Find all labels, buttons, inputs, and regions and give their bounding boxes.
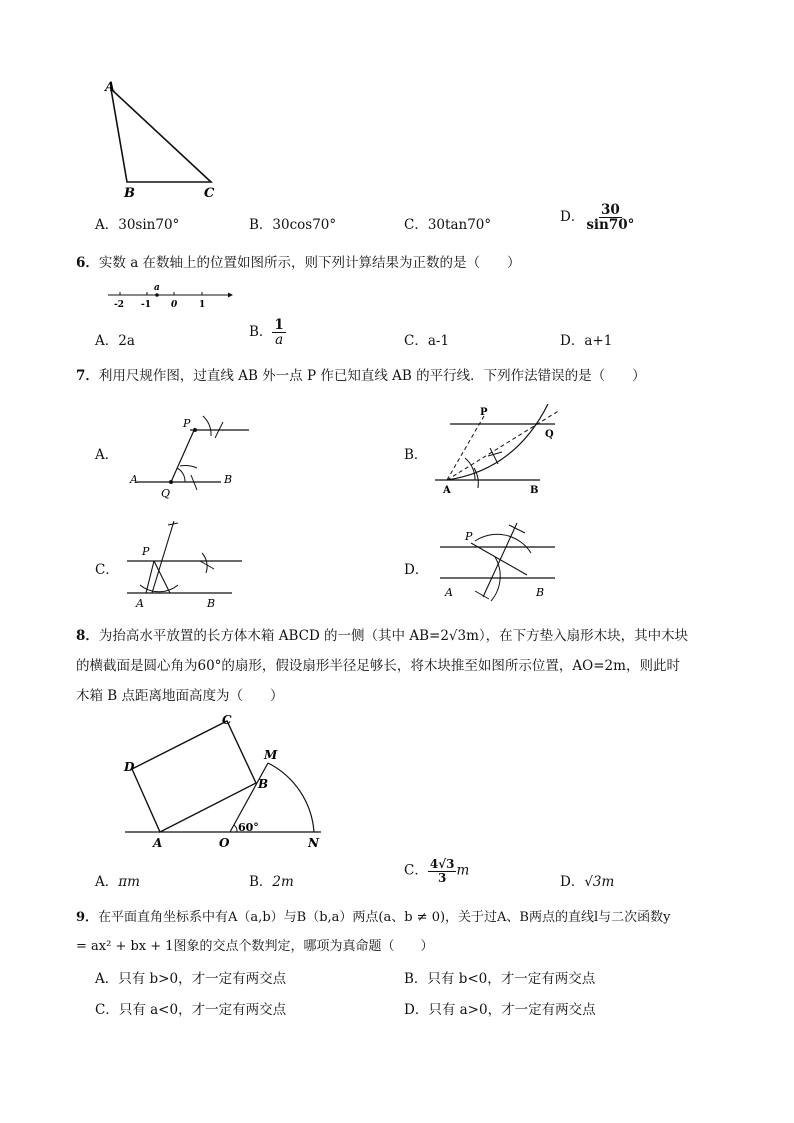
label-c: C (222, 713, 232, 727)
option-text: 2a (118, 333, 135, 349)
q8-option-b[interactable] (249, 870, 294, 890)
question-text: 为抬高水平放置的长方体木箱 ABCD 的一侧（其中 AB=2√3m），在下方垫入扇形木块，其中木块 (98, 628, 689, 644)
label-p: P (183, 417, 191, 430)
option-text: a+1 (584, 333, 613, 349)
axis-tick-label: 0 (171, 300, 178, 310)
label-a: A (136, 597, 144, 610)
option-text: 30tan70° (427, 217, 492, 233)
label-a: A (443, 485, 451, 496)
axis-tick-label: -2 (114, 300, 124, 310)
label-a: A (153, 836, 163, 850)
option-letter: B． (249, 217, 273, 233)
q5-option-a[interactable] (95, 213, 179, 233)
q9-option-d[interactable]: D．只有 a>0，才一定有两交点 (404, 1002, 596, 1018)
q5-label-b: B (124, 186, 135, 201)
q9-stem-line1 (76, 906, 671, 925)
q9-stem-line2: = ax² + bx + 1图象的交点个数判定，哪项为真命题（ ） (76, 939, 434, 954)
label-p: P (465, 530, 473, 543)
label-q: Q (545, 429, 554, 440)
option-fraction: $\frac{30}{\sin 70^\circ}$ (586, 202, 635, 234)
q9-option-a[interactable]: A．只有 b>0，才一定有两交点 (95, 971, 287, 987)
label-b: B (536, 586, 545, 599)
q7-option-c[interactable]: C． (95, 562, 119, 578)
option-text: 2m (272, 874, 294, 890)
option-unit: m (456, 862, 470, 879)
option-letter: D． (560, 333, 585, 349)
question-text: 利用尺规作图，过直线 AB 外一点 P 作已知直线 AB 的平行线．下列作法错误的是（ ） (98, 368, 646, 384)
label-m: M (264, 748, 278, 762)
q7-figure-b (430, 400, 570, 500)
q8-stem-line2: 的横截面是圆心角为60°的扇形，假设扇形半径足够长，将木块推至如图所示位置，AO=2m，则此时 (76, 658, 680, 674)
question-number: 8． (76, 628, 99, 644)
option-letter: B． (249, 874, 273, 890)
label-b: B (258, 777, 269, 791)
option-letter: A． (95, 217, 119, 233)
label-a: A (130, 473, 138, 486)
option-letter: A． (95, 874, 119, 890)
q7-stem (76, 364, 646, 384)
option-text: πm (118, 874, 140, 890)
q8-option-d[interactable] (560, 870, 614, 890)
q5-option-c[interactable] (404, 213, 491, 233)
option-fraction: $\frac{4√3}{3}$ (429, 857, 455, 885)
option-text: √3m (584, 874, 615, 890)
axis-tick-label: 1 (199, 300, 206, 310)
question-number: 6． (76, 255, 99, 271)
question-number: 7． (76, 368, 99, 384)
option-letter: D． (560, 874, 585, 890)
q6-option-d[interactable] (560, 329, 612, 349)
option-fraction: $\frac{1}{a}$ (274, 317, 284, 349)
label-n: N (308, 836, 319, 850)
option-text: a-1 (427, 333, 450, 349)
q6-option-c[interactable] (404, 329, 449, 349)
q9-option-b[interactable]: B．只有 b<0，才一定有两交点 (404, 971, 596, 987)
axis-tick-label: -1 (141, 300, 151, 310)
question-text: 实数 a 在数轴上的位置如图所示，则下列计算结果为正数的是（ ） (98, 255, 521, 271)
q8-box-figure (118, 705, 348, 853)
q6-option-a[interactable] (95, 329, 135, 349)
q6-stem (76, 251, 521, 271)
q7-option-d[interactable]: D． (404, 562, 429, 578)
option-letter: D． (560, 209, 585, 226)
option-letter: C． (404, 862, 428, 879)
label-p: P (142, 545, 150, 558)
q7-figure-c (122, 517, 252, 612)
option-text: 30sin70° (118, 217, 180, 233)
question-text: 在平面直角坐标系中有A（a,b）与B（b,a）两点(a、b ≠ 0)，关于过A、B两点的直线l与二次函数y (98, 910, 671, 925)
option-letter: C． (404, 217, 428, 233)
angle-label: 60° (238, 821, 259, 834)
q7-figure-a (125, 398, 260, 503)
label-q: Q (161, 487, 171, 500)
option-letter: C． (404, 333, 428, 349)
label-d: D (124, 760, 135, 774)
label-p: P (480, 407, 488, 418)
q7-option-b[interactable]: B． (404, 447, 428, 463)
q8-option-a[interactable] (95, 870, 140, 890)
question-number: 9． (76, 910, 99, 925)
q6-option-b[interactable] (249, 318, 286, 347)
q7-figure-d (435, 515, 560, 610)
label-b: B (207, 597, 216, 610)
q8-stem-line1 (76, 624, 688, 644)
q5-label-a: A (105, 80, 116, 95)
axis-point-label: a (154, 283, 160, 293)
q5-option-d[interactable] (560, 203, 636, 232)
label-b: B (530, 485, 539, 496)
q7-option-a[interactable]: A． (95, 447, 119, 463)
label-b: B (224, 473, 233, 486)
label-o: O (219, 836, 230, 850)
q8-stem-line3: 木箱 B 点距离地面高度为（ ） (76, 688, 284, 704)
option-letter: B． (249, 324, 273, 341)
q5-triangle-figure (95, 75, 225, 205)
q5-option-b[interactable] (249, 213, 336, 233)
q5-label-c: C (204, 186, 215, 201)
option-text: 30cos70° (272, 217, 337, 233)
q8-option-c[interactable] (404, 858, 469, 884)
q9-option-c[interactable]: C．只有 a<0，才一定有两交点 (95, 1002, 287, 1018)
q6-number-line (100, 280, 240, 312)
label-a: A (445, 586, 453, 599)
option-letter: A． (95, 333, 119, 349)
